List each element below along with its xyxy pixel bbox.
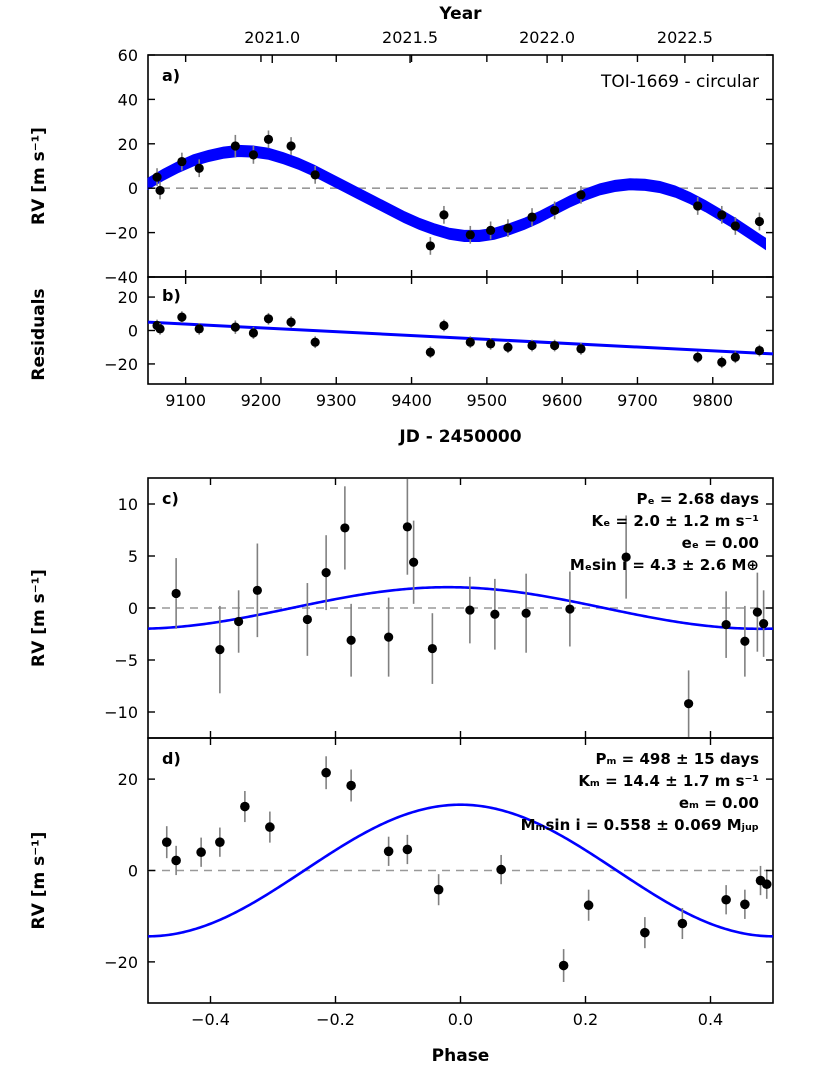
data-point [527, 341, 536, 350]
x-tick-label: 0.2 [572, 1010, 599, 1029]
data-point [717, 210, 726, 219]
x-tick-label: 9200 [240, 391, 282, 410]
top-tick-label: 2022.5 [656, 28, 713, 47]
panel-b [29, 277, 773, 447]
data-point [503, 224, 512, 233]
data-point [527, 212, 536, 221]
data-point [152, 173, 161, 182]
data-point [565, 604, 574, 613]
panel-b-ylabel: Residuals [29, 288, 49, 381]
x-tick-label: 9700 [617, 391, 658, 410]
planet-c-annotation: Kₘ = 14.4 ± 1.7 m s⁻¹ [578, 772, 759, 790]
data-point [762, 879, 772, 889]
data-point [466, 230, 475, 239]
data-point [155, 324, 164, 333]
data-point [426, 241, 435, 250]
bottom-axis-title: JD - 2450000 [399, 427, 522, 447]
data-point [249, 150, 258, 159]
data-point [177, 157, 186, 166]
data-point [753, 608, 762, 617]
planet-c-annotation: eₘ = 0.00 [678, 794, 759, 812]
x-tick-label: 0.4 [697, 1010, 724, 1029]
y-tick-label: −10 [104, 703, 138, 722]
y-tick-label: 0 [127, 321, 138, 341]
data-point [678, 919, 688, 929]
data-point [426, 348, 435, 357]
data-point [466, 338, 475, 347]
data-point [434, 885, 444, 895]
panel-a-ylabel: RV [m s⁻¹] [29, 127, 49, 225]
planet-c-annotation: Mₘsin i = 0.558 ± 0.069 Mⱼᵤₚ [520, 816, 759, 834]
data-point [731, 353, 740, 362]
data-point [755, 346, 764, 355]
data-point [503, 343, 512, 352]
x-tick-label: 9400 [391, 391, 432, 410]
data-point [264, 314, 273, 323]
phase-axis-title: Phase [431, 1046, 490, 1066]
data-point [155, 186, 164, 195]
top-axis-title: Year [439, 4, 482, 24]
data-point [721, 895, 731, 905]
data-point [584, 900, 594, 910]
top-tick-label: 2021.0 [244, 28, 301, 47]
y-tick-label: 20 [117, 770, 138, 790]
data-point [231, 141, 240, 150]
data-point [321, 768, 331, 778]
data-point [640, 928, 650, 938]
data-point [347, 636, 356, 645]
data-point [439, 321, 448, 330]
data-point [215, 645, 224, 654]
y-tick-label: 0 [127, 599, 138, 618]
y-tick-label: −20 [104, 354, 138, 374]
data-point [439, 210, 448, 219]
y-tick-label: 60 [117, 46, 138, 65]
y-tick-label: −5 [114, 651, 138, 670]
data-point [755, 217, 764, 226]
panel-b-frame [148, 277, 773, 384]
y-tick-label: 10 [117, 495, 138, 514]
data-point [559, 961, 569, 971]
y-tick-label: 20 [117, 288, 138, 308]
data-point [717, 358, 726, 367]
data-point [486, 226, 495, 235]
data-point [403, 522, 412, 531]
data-point [234, 617, 243, 626]
data-point [196, 847, 206, 857]
data-point [231, 323, 240, 332]
panel-d-letter: d) [162, 749, 181, 768]
data-point [403, 845, 413, 855]
y-tick-label: −20 [104, 952, 138, 972]
data-point [384, 633, 393, 642]
data-point [465, 605, 474, 614]
y-tick-label: −20 [104, 223, 138, 243]
data-point [249, 328, 258, 337]
data-point [286, 141, 295, 150]
y-tick-label: 0 [127, 861, 138, 881]
x-tick-label: 9500 [466, 391, 508, 410]
x-tick-label: 9600 [541, 391, 583, 410]
target-annotation: TOI-1669 - circular [600, 72, 759, 92]
data-point [428, 644, 437, 653]
data-point [253, 586, 262, 595]
planet-c-annotation: Pₘ = 498 ± 15 days [595, 750, 759, 768]
data-point [576, 190, 585, 199]
x-tick-label: −0.2 [316, 1010, 355, 1029]
x-tick-label: 9800 [692, 391, 734, 410]
data-point [684, 699, 693, 708]
data-point [490, 610, 499, 619]
data-point [311, 170, 320, 179]
panel-d [29, 738, 773, 1066]
data-point [340, 523, 349, 532]
data-point [172, 589, 181, 598]
data-point [722, 620, 731, 629]
data-point [550, 341, 559, 350]
data-point [693, 353, 702, 362]
panel-d-ylabel: RV [m s⁻¹] [29, 831, 49, 930]
data-point [346, 781, 356, 791]
data-point [311, 338, 320, 347]
data-point [162, 837, 172, 847]
top-tick-label: 2021.5 [382, 28, 439, 47]
x-tick-label: 9100 [165, 391, 207, 410]
data-point [384, 847, 394, 857]
y-tick-label: 40 [117, 90, 138, 110]
data-point [740, 900, 750, 910]
y-tick-label: 5 [127, 547, 138, 566]
data-point [215, 837, 225, 847]
x-tick-label: 9300 [315, 391, 357, 410]
data-point [759, 619, 768, 628]
data-point [286, 318, 295, 327]
top-tick-label: 2022.0 [519, 28, 576, 47]
planet-b-annotation: Pₑ = 2.68 days [636, 490, 759, 508]
panel-a [29, 4, 773, 287]
data-point [740, 637, 749, 646]
planet-b-annotation: eₑ = 0.00 [681, 534, 759, 552]
panel-b-letter: b) [162, 286, 181, 305]
x-tick-label: 0.0 [447, 1010, 474, 1029]
data-point [195, 324, 204, 333]
trend-line [148, 322, 773, 354]
data-point [693, 201, 702, 210]
planet-b-annotation: Mₑsin i = 4.3 ± 2.6 M⊕ [569, 556, 759, 574]
panel-c-letter: c) [162, 489, 179, 508]
data-point [303, 615, 312, 624]
data-point [550, 206, 559, 215]
data-point [240, 802, 250, 812]
data-point [486, 339, 495, 348]
data-point [265, 822, 275, 832]
planet-b-annotation: Kₑ = 2.0 ± 1.2 m s⁻¹ [591, 512, 759, 530]
data-point [496, 865, 506, 875]
data-point [195, 164, 204, 173]
y-tick-label: 0 [127, 179, 138, 199]
panel-c-ylabel: RV [m s⁻¹] [29, 569, 49, 667]
data-point [171, 856, 181, 866]
data-point [264, 135, 273, 144]
data-point [576, 344, 585, 353]
data-point [731, 221, 740, 230]
y-tick-label: −40 [104, 268, 138, 287]
x-tick-label: −0.4 [191, 1010, 230, 1029]
data-point [409, 558, 418, 567]
data-point [322, 568, 331, 577]
y-tick-label: 20 [117, 134, 138, 154]
panel-c [29, 478, 773, 738]
panel-a-letter: a) [162, 66, 181, 85]
data-point [522, 609, 531, 618]
model-band [148, 145, 766, 249]
data-point [177, 313, 186, 322]
